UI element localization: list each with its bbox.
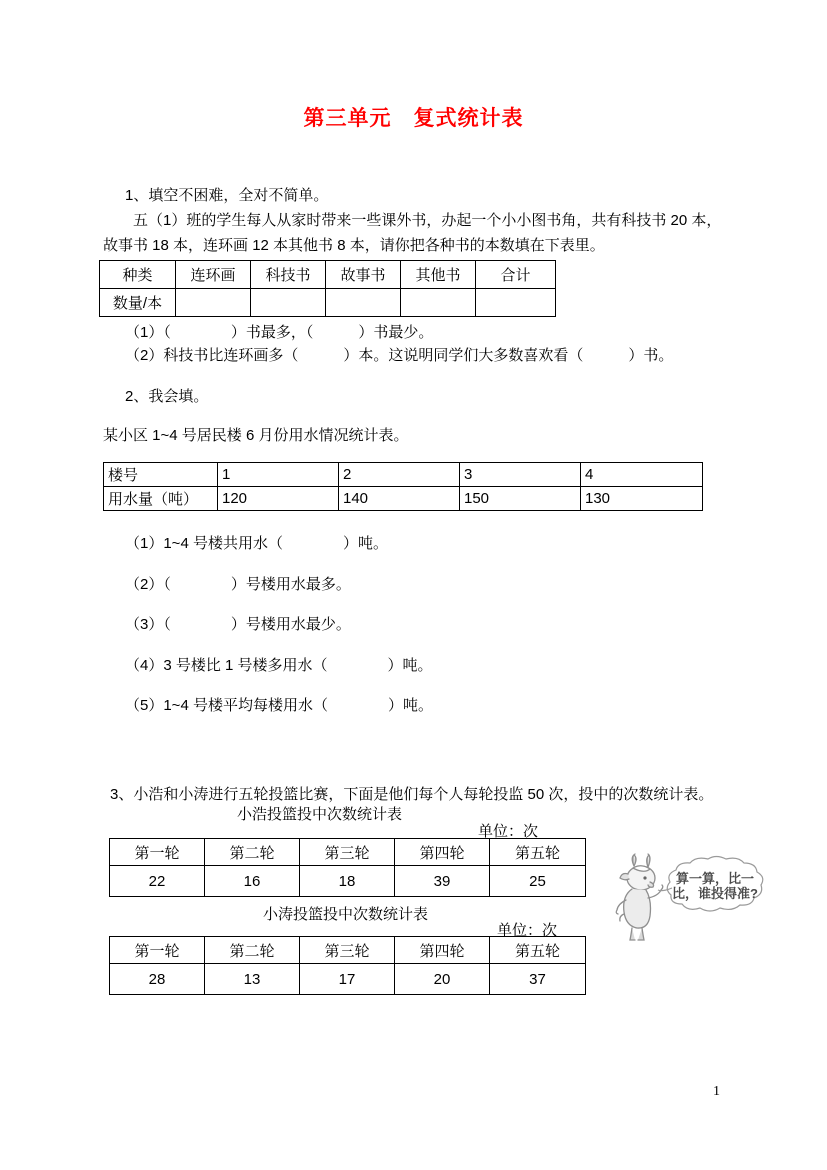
q1-sub2: （2）科技书比连环画多（ ）本。这说明同学们大多数喜欢看（ ）书。 [125,347,674,364]
mascot-speech-line2: 比，谁投得准? [672,886,758,901]
q2-sub4: （4）3 号楼比 1 号楼多用水（ ）吨。 [125,657,433,674]
cell: 39 [395,866,490,897]
col-header: 第二轮 [205,937,300,964]
cell: 130 [581,487,703,511]
cell: 37 [490,964,586,995]
col-header: 合计 [476,261,556,289]
goat-mascot-illustration [604,852,776,946]
xiaohao-table-title: 小浩投篮投中次数统计表 [237,806,403,823]
col-header: 第五轮 [490,937,586,964]
row-label: 楼号 [104,463,218,487]
col-header: 第四轮 [395,937,490,964]
cell: 13 [205,964,300,995]
q2-sub1: （1）1~4 号楼共用水（ ）吨。 [125,535,388,552]
col-header: 科技书 [251,261,326,289]
water-usage-table [103,462,703,511]
page-title: 第三单元 复式统计表 [303,107,524,130]
cell: 18 [300,866,395,897]
table-row [110,839,586,866]
col-header: 第二轮 [205,839,300,866]
cell: 140 [339,487,460,511]
q3-heading: 3、小浩和小涛进行五轮投篮比赛，下面是他们每个人每轮投监 50 次，投中的次数统计表。 [110,786,714,803]
cell: 22 [110,866,205,897]
col-header: 第三轮 [300,839,395,866]
q2-sub2: （2）（ ）号楼用水最多。 [125,576,351,593]
empty-cell [401,289,476,317]
col-header: 第五轮 [490,839,586,866]
q1-heading: 1、填空不困难，全对不简单。 [125,187,329,204]
cell: 120 [218,487,339,511]
col-header: 第一轮 [110,937,205,964]
row-label: 用水量（吨） [104,487,218,511]
xiaotao-score-table [109,936,586,995]
table-row [100,289,556,317]
cell: 25 [490,866,586,897]
col-header: 第一轮 [110,839,205,866]
col-header: 故事书 [326,261,401,289]
empty-cell [326,289,401,317]
table-row [104,487,703,511]
empty-cell [251,289,326,317]
cell: 4 [581,463,703,487]
col-header: 连环画 [176,261,251,289]
xiaotao-unit-label: 单位：次 [497,922,558,939]
col-header: 其他书 [401,261,476,289]
empty-cell [476,289,556,317]
cell: 2 [339,463,460,487]
cell: 17 [300,964,395,995]
col-header: 第四轮 [395,839,490,866]
q2-caption: 某小区 1~4 号居民楼 6 月份用水情况统计表。 [103,427,409,444]
empty-cell [176,289,251,317]
col-header: 种类 [100,261,176,289]
q1-intro-line2: 故事书 18 本，连环画 12 本其他书 8 本，请你把各种书的本数填在下表里。 [103,237,605,254]
mascot-speech-line1: 算一算，比一 [675,871,755,886]
cell: 28 [110,964,205,995]
xiaohao-unit-label: 单位：次 [478,823,539,840]
xiaotao-table-title: 小涛投篮投中次数统计表 [263,906,429,923]
row-label: 数量/本 [100,289,176,317]
q1-sub1: （1）（ ）书最多，（ ）书最少。 [125,324,434,341]
cell: 3 [460,463,581,487]
q2-sub5: （5）1~4 号楼平均每楼用水（ ）吨。 [125,697,433,714]
book-count-table [99,260,556,317]
table-row [104,463,703,487]
xiaohao-score-table [109,838,586,897]
goat-mascot-icon [604,852,776,946]
cell: 1 [218,463,339,487]
table-row [110,866,586,897]
cell: 150 [460,487,581,511]
table-row [110,964,586,995]
page-number: 1 [713,1084,720,1099]
cell: 16 [205,866,300,897]
q1-intro-line1: 五（1）班的学生每人从家时带来一些课外书，办起一个小小图书角，共有科技书 20 本， [133,212,722,229]
q2-sub3: （3）（ ）号楼用水最少。 [125,616,351,633]
cell: 20 [395,964,490,995]
q2-heading: 2、我会填。 [125,388,209,405]
table-row [100,261,556,289]
col-header: 第三轮 [300,937,395,964]
table-row [110,937,586,964]
